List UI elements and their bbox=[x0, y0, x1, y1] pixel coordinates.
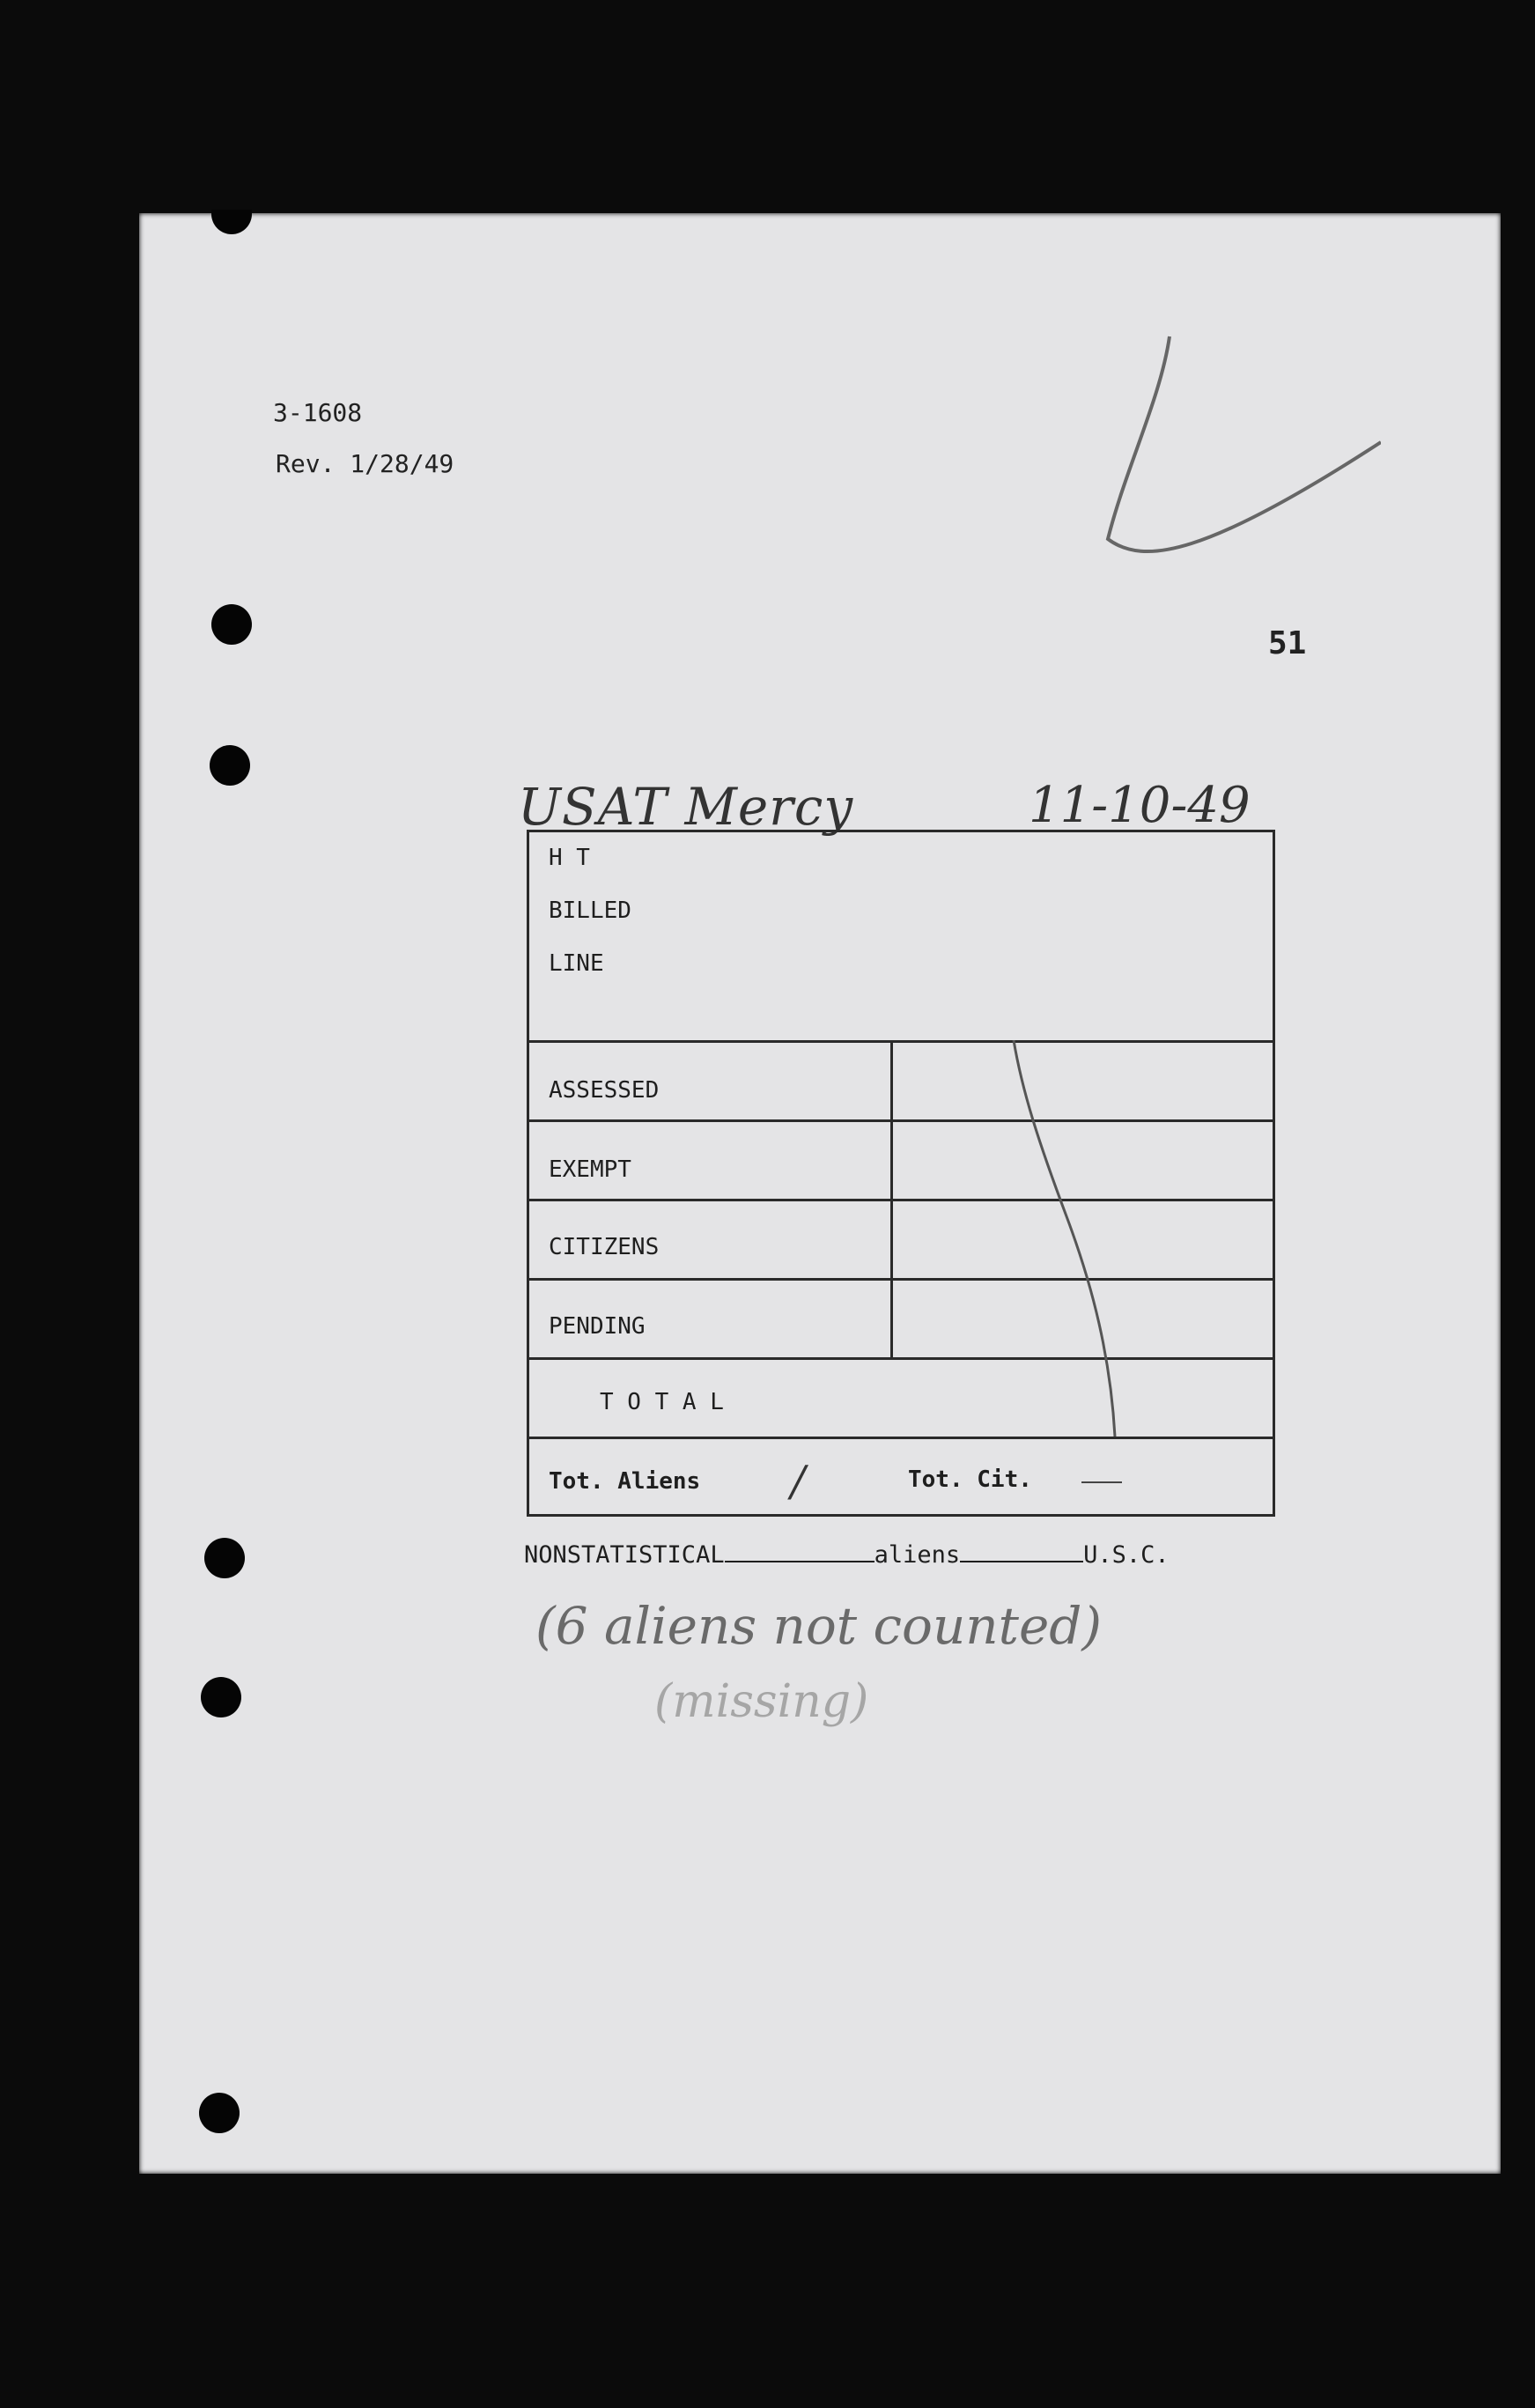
handwritten-note: (6 aliens not counted) bbox=[535, 1596, 1103, 1656]
handwritten-note-faint: (missing) bbox=[654, 1675, 869, 1728]
label-tot-aliens: Tot. Aliens bbox=[549, 1468, 701, 1495]
punch-hole bbox=[210, 745, 250, 786]
nonstatistical-label: NONSTATISTICAL bbox=[524, 1541, 725, 1569]
row-divider bbox=[529, 1437, 1273, 1439]
pencil-stroke bbox=[1005, 1040, 1128, 1437]
label-exempt: EXEMPT bbox=[549, 1156, 631, 1183]
row-divider bbox=[529, 1040, 1273, 1043]
punch-hole bbox=[199, 2093, 240, 2133]
page-number: 51 bbox=[1268, 625, 1307, 661]
tot-cit-dash bbox=[1081, 1481, 1122, 1483]
document-page bbox=[139, 213, 1501, 2174]
punch-hole bbox=[211, 210, 252, 234]
arrival-date: 11-10-49 bbox=[1029, 777, 1251, 834]
row-divider bbox=[529, 1357, 1273, 1360]
label-citizens: CITIZENS bbox=[549, 1234, 660, 1260]
blank-line bbox=[960, 1543, 1083, 1562]
label-line: LINE bbox=[549, 950, 604, 977]
aliens-label: aliens bbox=[874, 1541, 961, 1569]
row-divider bbox=[529, 1119, 1273, 1122]
label-assessed: ASSESSED bbox=[549, 1077, 660, 1104]
tot-aliens-tally: / bbox=[791, 1457, 806, 1506]
usc-label: U.S.C. bbox=[1083, 1541, 1170, 1569]
punch-hole bbox=[211, 604, 252, 645]
row-divider bbox=[529, 1199, 1273, 1201]
blank-line bbox=[725, 1543, 875, 1562]
label-total: T O T A L bbox=[600, 1389, 724, 1415]
revision-date: Rev. 1/28/49 bbox=[276, 449, 454, 478]
punch-hole bbox=[201, 1677, 241, 1717]
punch-hole bbox=[204, 1538, 245, 1578]
tally-form-box bbox=[527, 830, 1275, 1517]
nonstatistical-line bbox=[524, 1541, 1170, 1569]
column-divider bbox=[890, 1042, 893, 1359]
label-tot-cit: Tot. Cit. bbox=[908, 1466, 1032, 1493]
vessel-name: USAT Mercy bbox=[518, 777, 854, 837]
label-billed: BILLED bbox=[549, 897, 631, 924]
check-mark-icon bbox=[1090, 328, 1381, 592]
form-number: 3-1608 bbox=[273, 398, 363, 427]
row-divider bbox=[529, 1278, 1273, 1281]
label-ht: H T bbox=[549, 845, 590, 871]
label-pending: PENDING bbox=[549, 1313, 646, 1340]
